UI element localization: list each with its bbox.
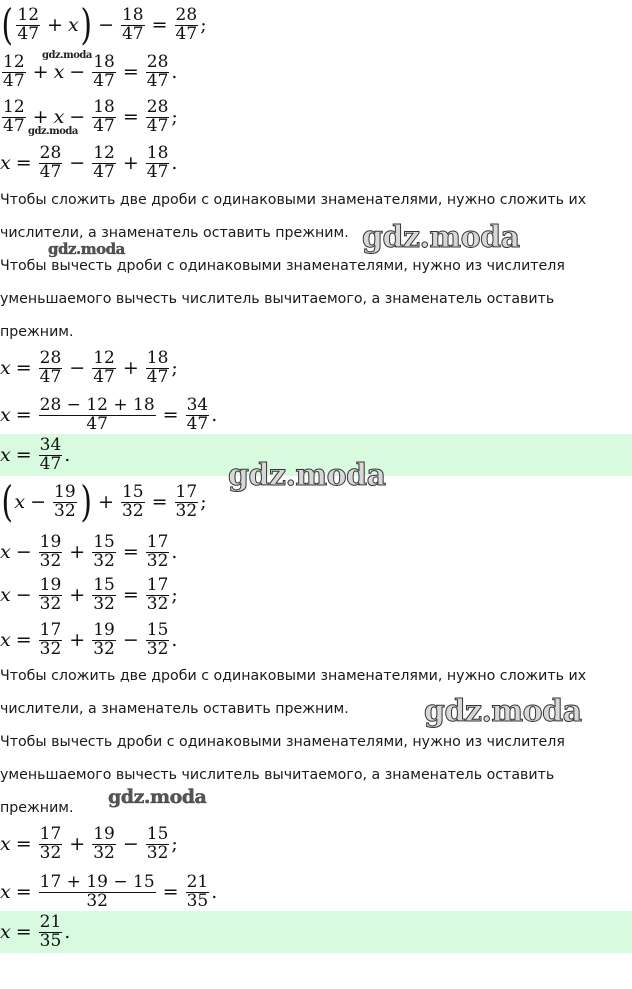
sub-rule-text-3b: прежним.: [0, 800, 74, 816]
sub-rule-text-2: уменьшаемого вычесть числитель вычитаемого, а знаменатель оставить: [0, 291, 555, 307]
eq1-line3: $\frac{12}{47}$ + x − $\frac{18}{47}$ = $\frac{28}{47}$ ;: [3, 96, 178, 136]
sub-rule-text-1b: Чтобы вычесть дроби с одинаковыми знаменателями, нужно из числителя: [0, 734, 565, 750]
eq2-line6: x = $\frac{17 + 19 - 15}{32}$ = $\frac{21}{35}$ .: [0, 871, 218, 911]
watermark-3: gdz.moda: [362, 220, 520, 255]
eq1-line5: x = $\frac{28}{47}$ − $\frac{12}{47}$ + $\frac{18}{47}$ ;: [0, 347, 178, 387]
watermark-1: gdz.moda: [42, 50, 92, 61]
answer-highlight-2: [0, 911, 632, 953]
eq2-line3: x − $\frac{19}{32}$ + $\frac{15}{32}$ = $\frac{17}{32}$ ;: [0, 574, 178, 614]
eq2-line2: x − $\frac{19}{32}$ + $\frac{15}{32}$ = $\frac{17}{32}$ .: [0, 531, 178, 571]
add-rule-text-2: числители, а знаменатель оставить прежним.: [0, 225, 349, 241]
eq1-line6: x = $\frac{28 - 12 + 18}{47}$ = $\frac{34}{47}$ .: [0, 394, 218, 434]
watermark-4: gdz.moda: [48, 240, 125, 258]
watermark-2: gdz.moda: [28, 126, 78, 137]
eq2-answer: x = $\frac{21}{35}$ .: [0, 911, 71, 951]
eq2-line4: x = $\frac{17}{32}$ + $\frac{19}{32}$ − $\frac{15}{32}$ .: [0, 619, 178, 659]
eq2-line5: x = $\frac{17}{32}$ + $\frac{19}{32}$ − $\frac{15}{32}$ ;: [0, 823, 178, 863]
watermark-5: gdz.moda: [228, 458, 386, 493]
sub-rule-text-3: прежним.: [0, 324, 74, 340]
eq1-line4: x = $\frac{28}{47}$ − $\frac{12}{47}$ + $\frac{18}{47}$ .: [0, 142, 178, 182]
sub-rule-text-2b: уменьшаемого вычесть числитель вычитаемого, а знаменатель оставить: [0, 767, 555, 783]
add-rule-text-2b: числители, а знаменатель оставить прежним.: [0, 701, 349, 717]
eq1-answer: x = $\frac{34}{47}$ .: [0, 434, 71, 474]
sub-rule-text-1: Чтобы вычесть дроби с одинаковыми знаменателями, нужно из числителя: [0, 258, 565, 274]
eq1-line2: $\frac{12}{47}$ + x − $\frac{18}{47}$ = $\frac{28}{47}$ .: [3, 51, 178, 91]
watermark-6: gdz.moda: [424, 694, 582, 729]
eq1-line1: ( $\frac{12}{47}$ + x ) − $\frac{18}{47}$ = $\frac{28}{47}$ ;: [1, 0, 207, 49]
add-rule-text-1: Чтобы сложить две дроби с одинаковыми знаменателями, нужно сложить их: [0, 192, 587, 208]
watermark-7: gdz.moda: [108, 786, 207, 808]
eq2-line1: ( x − $\frac{19}{32}$ ) + $\frac{15}{32}$ = $\frac{17}{32}$ ;: [1, 477, 207, 526]
add-rule-text-1b: Чтобы сложить две дроби с одинаковыми знаменателями, нужно сложить их: [0, 668, 587, 684]
